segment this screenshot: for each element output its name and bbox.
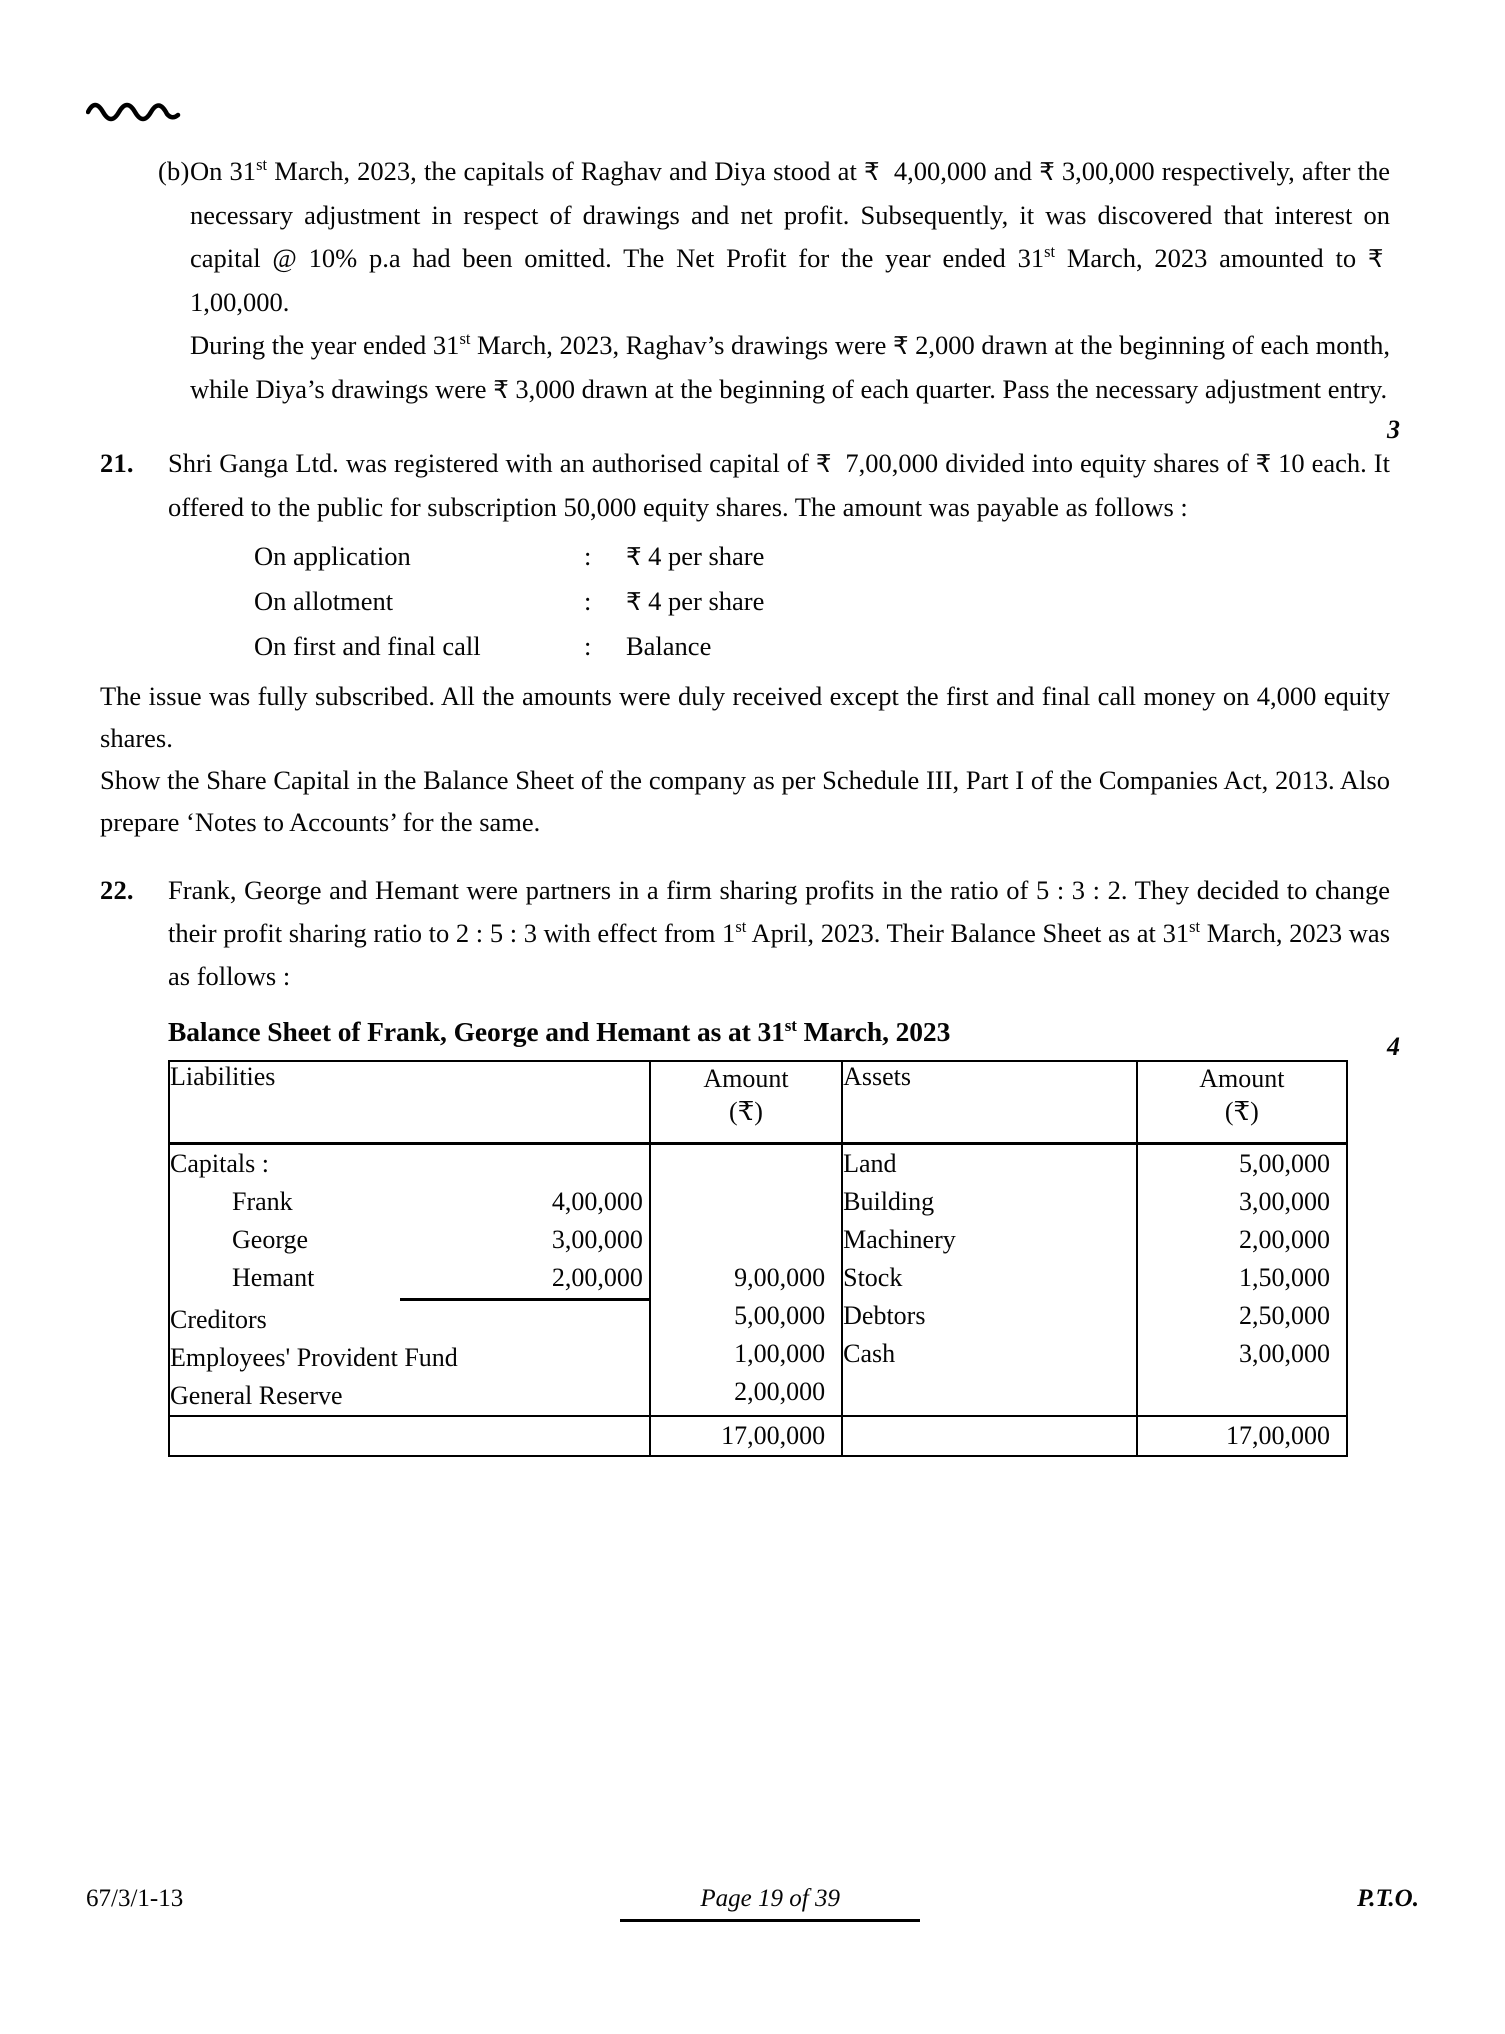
assets-total: 17,00,000 (1226, 1421, 1330, 1450)
page-indicator: Page 19 of 39 (700, 1885, 840, 1912)
asset-label: Land (843, 1149, 897, 1178)
header-amount-currency: (₹) (1224, 1097, 1259, 1126)
paper-code: 67/3/1-13 (86, 1885, 184, 1912)
question-20b-body (190, 150, 1390, 412)
partner-amount: 4,00,000 (551, 1187, 643, 1216)
asset-amount: 3,00,000 (1239, 1187, 1330, 1216)
question-22-intro: Frank, George and Hemant were partners in a firm sharing profits in the ratio of 5 : 3 : 2. They decided to change their profit sharing ratio to 2 : 5 : 3 with effect from 1st April, 2023. Their Balance Sheet as at 31st March, 2023 was as follows : (168, 875, 1391, 991)
blank-line (1138, 1373, 1346, 1411)
capital-line (170, 1183, 649, 1221)
question-21-intro: Shri Ganga Ltd. was registered with an authorised capital of ₹ 7,00,000 divided into equity shares of ₹ 10 each. It offered to the public for subscription 50,000 equity shares. The amount was payable as follows : (168, 448, 1390, 522)
partner-amount: 3,00,000 (551, 1225, 643, 1254)
liability-amount: 2,00,000 (734, 1377, 826, 1406)
payable-colon: : (584, 586, 592, 616)
partner-name: George (232, 1225, 309, 1254)
asset-amount: 2,00,000 (1239, 1225, 1330, 1254)
liability-label: General Reserve (170, 1381, 343, 1410)
payable-label: On application (254, 541, 411, 571)
page-footer (86, 1885, 1419, 1922)
asset-label: Building (843, 1187, 935, 1216)
partner-name: Frank (232, 1187, 293, 1216)
balance-sheet-title: Balance Sheet of Frank, George and Hemant as at 31st March, 2023 (168, 1015, 951, 1047)
liabilities-amount-cell (650, 1144, 842, 1417)
table-total-row (169, 1416, 1347, 1456)
wavy-line-mark (86, 100, 186, 130)
question-20b-paragraph-2: During the year ended 31st March, 2023, Raghav’s drawings were ₹ 2,000 drawn at the beginning of each month, while Diya’s drawings were ₹ 3,000 drawn at the beginning of each quarter. Pass the necessary adjustment entry. (190, 329, 1391, 404)
assets-cell (842, 1144, 1137, 1417)
liability-amount: 1,00,000 (734, 1339, 826, 1368)
partner-amount: 2,00,000 (400, 1259, 649, 1301)
payable-value: ₹ 4 per share (626, 586, 765, 616)
payable-value: Balance (626, 631, 712, 661)
page-content (100, 150, 1400, 1457)
question-21-body (168, 442, 1390, 669)
asset-label: Debtors (843, 1301, 926, 1330)
footer-rule (620, 1919, 920, 1922)
blank-line (843, 1373, 1136, 1411)
question-21-after-paragraph-1: The issue was fully subscribed. All the amounts were duly received except the first and final call money on 4,000 equity shares. (100, 681, 1390, 753)
table-header-row (169, 1061, 1347, 1144)
header-amount-currency: (₹) (729, 1097, 763, 1126)
header-assets: Assets (842, 1061, 1137, 1144)
balance-sheet-table (168, 1060, 1348, 1457)
asset-amount: 5,00,000 (1239, 1149, 1330, 1178)
table-body-row (169, 1144, 1347, 1417)
liability-label: Creditors (170, 1305, 267, 1334)
capitals-total: 9,00,000 (734, 1263, 826, 1292)
header-amount-label: Amount (1199, 1064, 1285, 1093)
question-21-marks: 4 (1387, 1032, 1400, 1061)
header-amount-assets (1137, 1061, 1347, 1144)
blank-line (651, 1145, 841, 1183)
capitals-label: Capitals : (170, 1149, 269, 1178)
balance-sheet-block (168, 1012, 1390, 1457)
question-21-after-paragraph-2: Show the Share Capital in the Balance Sheet of the company as per Schedule III, Part I of the Companies Act, 2013. Also prepare ‘Notes to Accounts’ for the same. (100, 765, 1390, 837)
header-amount-label: Amount (703, 1064, 789, 1093)
assets-total-cell (1137, 1416, 1347, 1456)
header-liabilities: Liabilities (169, 1061, 650, 1144)
total-blank-liabilities (169, 1416, 650, 1456)
liabilities-cell (169, 1144, 650, 1417)
liability-amount: 5,00,000 (734, 1301, 826, 1330)
assets-amount-cell (1137, 1144, 1347, 1417)
question-21 (100, 442, 1390, 669)
asset-amount: 2,50,000 (1239, 1301, 1330, 1330)
question-20b-marks: 3 (1387, 415, 1400, 444)
asset-label: Stock (843, 1263, 903, 1292)
asset-label: Machinery (843, 1225, 956, 1254)
question-22 (100, 869, 1390, 998)
payable-colon: : (584, 541, 592, 571)
page-indicator-wrap (183, 1885, 1357, 1922)
header-amount-liabilities (650, 1061, 842, 1144)
payable-row (254, 535, 1390, 579)
payable-label: On first and final call (254, 631, 481, 661)
payable-colon: : (584, 631, 592, 661)
capital-line (170, 1221, 649, 1259)
question-20b-number: (b) (158, 156, 190, 186)
asset-label: Cash (843, 1339, 896, 1368)
liabilities-total-cell (650, 1416, 842, 1456)
liabilities-total: 17,00,000 (721, 1421, 826, 1450)
payable-row (254, 580, 1390, 624)
asset-amount: 1,50,000 (1239, 1263, 1330, 1292)
partner-name: Hemant (232, 1263, 315, 1292)
question-21-number: 21. (100, 448, 134, 478)
pto-label: P.T.O. (1357, 1885, 1419, 1912)
payable-label: On allotment (254, 586, 394, 616)
question-22-number: 22. (100, 875, 134, 905)
question-20b (100, 150, 1400, 444)
blank-line (651, 1183, 841, 1221)
question-20b-paragraph-1: On 31st March, 2023, the capitals of Raghav and Diya stood at ₹ 4,00,000 and ₹ 3,00,000 respectively, after the necessary adjustment in respect of drawings and net profit. Subsequently, it was discovered that interest on capital @ 10% p.a had been omitted. The Net Profit for the year ended 31st March, 2023 amounted to ₹ 1,00,000. (190, 155, 1391, 317)
payable-row (254, 625, 1390, 668)
payable-list (254, 535, 1390, 668)
payable-value: ₹ 4 per share (626, 541, 765, 571)
asset-amount: 3,00,000 (1239, 1339, 1330, 1368)
question-22-body (168, 869, 1390, 998)
liability-label: Employees' Provident Fund (170, 1343, 458, 1372)
blank-line (651, 1221, 841, 1259)
total-blank-assets (842, 1416, 1137, 1456)
capital-line (170, 1259, 649, 1301)
